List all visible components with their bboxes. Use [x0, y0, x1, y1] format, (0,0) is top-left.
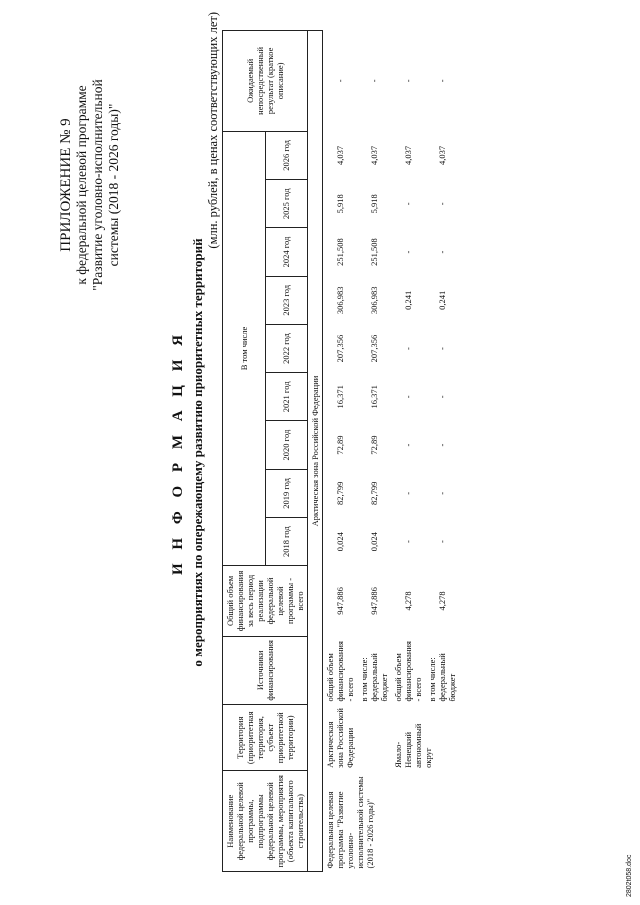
zone-label: Арктическая зона Российской Федерации [308, 31, 323, 872]
year-cell: - [437, 250, 447, 254]
year-cell: 72,89 [369, 435, 379, 455]
year-cell: 306,983 [335, 286, 345, 315]
header-including: В том числе [223, 131, 266, 566]
year-cell: 16,371 [369, 385, 379, 409]
year-cell: 72,89 [335, 435, 345, 455]
year-cell: 251,508 [369, 238, 379, 266]
header-year: 2026 год [265, 131, 308, 179]
source-cell: в том числе: федеральный бюджет [359, 653, 389, 702]
header-year: 2022 год [265, 324, 308, 372]
header-year: 2018 год [265, 517, 308, 565]
header-name: Наименование федеральной целевой программы, подпрограммы федеральной целевой программы, мероприятия (объекта капитального строительства) [223, 771, 308, 872]
header-source: Источники финансирования [223, 636, 308, 704]
table-row [323, 31, 358, 872]
header-year: 2024 год [265, 228, 308, 276]
document-subtitle: о мероприятиях по опережающему развитию приоритетных территорий [190, 238, 205, 667]
appendix-line-1: к федеральной целевой программе [74, 85, 89, 285]
year-cell: - [437, 443, 447, 447]
total-cell: 947,886 [369, 587, 379, 615]
year-cell: 306,983 [369, 286, 379, 315]
year-cell: - [403, 202, 413, 206]
appendix-line-2: "Развитие уголовно-исполнительной [90, 79, 105, 291]
year-cell: 4,037 [437, 145, 447, 165]
result-cell: - [369, 79, 379, 83]
year-cell: 207,356 [369, 334, 379, 363]
territory-yanao: Ямало-Ненецкий автономный округ [393, 723, 433, 768]
source-cell: в том числе: федеральный бюджет [427, 653, 457, 702]
zone-row [308, 31, 323, 872]
header-territory: Территория (приоритетная территория, субъект приоритетной территории) [223, 705, 308, 771]
appendix-number: ПРИЛОЖЕНИЕ № 9 [58, 118, 74, 252]
year-cell: 16,371 [335, 385, 345, 409]
year-cell: 4,037 [369, 145, 379, 165]
year-cell: 0,241 [437, 290, 447, 310]
header-year: 2025 год [265, 180, 308, 228]
year-cell: 0,024 [369, 532, 379, 552]
total-cell: 4,278 [403, 591, 413, 611]
total-cell: 4,278 [437, 591, 447, 611]
year-cell: 207,356 [335, 334, 345, 363]
total-cell: 947,886 [335, 587, 345, 615]
document-code: 2802t058.doc [626, 854, 633, 897]
year-cell: 82,799 [369, 481, 379, 506]
program-name: Федеральная целевая программа "Развитие уголовно-исполнительной системы (2018 - 2026 годы)" [325, 776, 375, 869]
year-cell: 0,024 [335, 532, 345, 552]
year-cell: 4,037 [403, 145, 413, 165]
year-cell: - [403, 395, 413, 399]
table-row [391, 31, 425, 872]
year-cell: 4,037 [335, 145, 345, 165]
header-total: Общий объем финансирования за весь период реализации федеральной целевой программы - всего [223, 566, 308, 636]
year-cell: - [403, 250, 413, 254]
year-cell: 0,241 [403, 290, 413, 310]
appendix-line-3: системы (2018 - 2026 годы)" [106, 103, 121, 267]
year-cell: 5,918 [335, 194, 345, 214]
result-cell: - [437, 79, 447, 83]
result-cell: - [335, 79, 345, 83]
year-cell: 5,918 [369, 194, 379, 214]
year-cell: 82,799 [335, 481, 345, 506]
territory-arctic: Арктическая зона Российской Федерации [325, 708, 355, 768]
year-cell: - [403, 540, 413, 544]
financing-table [222, 30, 459, 872]
appendix-header [58, 25, 122, 345]
document-title: И Н Ф О Р М А Ц И Я [170, 330, 186, 575]
units-note: (млн. рублей, в ценах соответствующих лет) [206, 12, 220, 249]
header-year: 2023 год [265, 276, 308, 324]
year-cell: - [437, 395, 447, 399]
header-year: 2020 год [265, 421, 308, 469]
header-year: 2019 год [265, 469, 308, 517]
result-cell: - [403, 79, 413, 83]
year-cell: 251,508 [335, 238, 345, 266]
year-cell: - [437, 540, 447, 544]
year-cell: - [437, 202, 447, 206]
source-cell: общий объем финансирования - всего [393, 641, 423, 702]
year-cell: - [403, 443, 413, 447]
year-cell: - [403, 347, 413, 350]
source-cell: общий объем финансирования - всего [325, 641, 355, 702]
year-cell: - [437, 347, 447, 350]
header-result: Ожидаемый непосредственный результат (краткое описание) [223, 31, 308, 132]
year-cell: - [437, 491, 447, 495]
header-year: 2021 год [265, 373, 308, 421]
year-cell: - [403, 491, 413, 495]
